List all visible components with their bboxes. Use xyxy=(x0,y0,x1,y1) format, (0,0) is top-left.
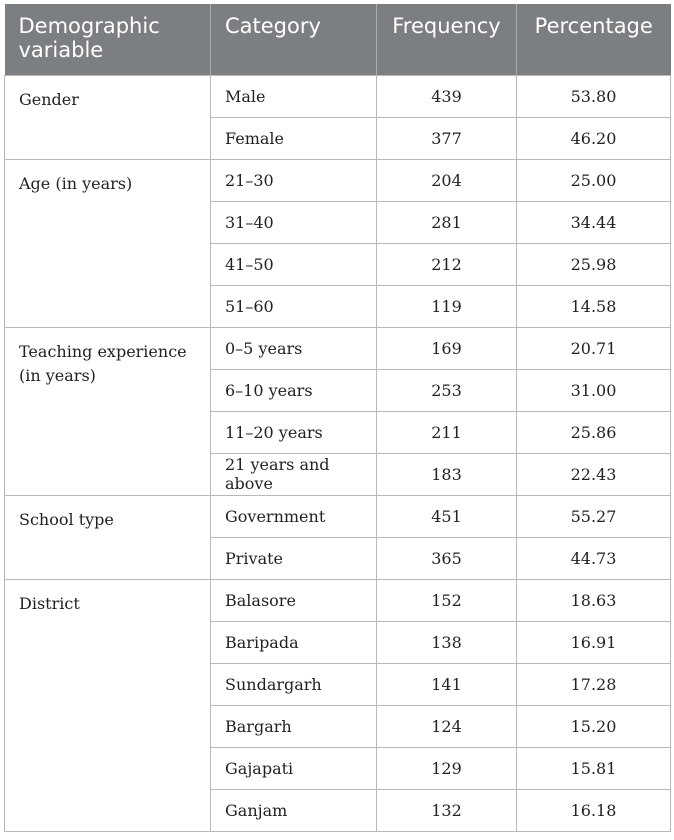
frequency-cell: 132 xyxy=(377,789,517,831)
percentage-cell: 46.20 xyxy=(517,117,671,159)
demographic-variable-cell: Teaching experience (in years) xyxy=(5,327,211,495)
frequency-cell: 439 xyxy=(377,75,517,117)
category-cell: Sundargarh xyxy=(211,663,377,705)
category-cell: 21 years and above xyxy=(211,453,377,495)
percentage-cell: 22.43 xyxy=(517,453,671,495)
category-cell: Male xyxy=(211,75,377,117)
category-cell: Ganjam xyxy=(211,789,377,831)
header-category: Category xyxy=(211,4,377,75)
percentage-cell: 55.27 xyxy=(517,495,671,537)
frequency-cell: 169 xyxy=(377,327,517,369)
category-cell: Government xyxy=(211,495,377,537)
frequency-cell: 281 xyxy=(377,201,517,243)
table-header xyxy=(5,4,671,75)
percentage-cell: 20.71 xyxy=(517,327,671,369)
percentage-cell: 18.63 xyxy=(517,579,671,621)
table-body xyxy=(5,75,671,831)
percentage-cell: 25.98 xyxy=(517,243,671,285)
frequency-cell: 138 xyxy=(377,621,517,663)
percentage-cell: 25.00 xyxy=(517,159,671,201)
header-frequency: Frequency xyxy=(377,4,517,75)
frequency-cell: 119 xyxy=(377,285,517,327)
frequency-cell: 377 xyxy=(377,117,517,159)
frequency-cell: 124 xyxy=(377,705,517,747)
frequency-cell: 365 xyxy=(377,537,517,579)
category-cell: Balasore xyxy=(211,579,377,621)
percentage-cell: 44.73 xyxy=(517,537,671,579)
table-row xyxy=(5,327,671,369)
category-cell: Bargarh xyxy=(211,705,377,747)
percentage-cell: 53.80 xyxy=(517,75,671,117)
category-cell: Female xyxy=(211,117,377,159)
demographics-table xyxy=(4,4,671,832)
percentage-cell: 15.20 xyxy=(517,705,671,747)
demographic-variable-cell: District xyxy=(5,579,211,831)
frequency-cell: 204 xyxy=(377,159,517,201)
percentage-cell: 16.18 xyxy=(517,789,671,831)
header-percentage: Percentage xyxy=(517,4,671,75)
frequency-cell: 129 xyxy=(377,747,517,789)
frequency-cell: 212 xyxy=(377,243,517,285)
header-demographic-variable: Demographic variable xyxy=(5,4,211,75)
frequency-cell: 451 xyxy=(377,495,517,537)
category-cell: 0–5 years xyxy=(211,327,377,369)
category-cell: 6–10 years xyxy=(211,369,377,411)
category-cell: 21–30 xyxy=(211,159,377,201)
percentage-cell: 17.28 xyxy=(517,663,671,705)
frequency-cell: 211 xyxy=(377,411,517,453)
percentage-cell: 16.91 xyxy=(517,621,671,663)
percentage-cell: 25.86 xyxy=(517,411,671,453)
frequency-cell: 152 xyxy=(377,579,517,621)
percentage-cell: 15.81 xyxy=(517,747,671,789)
category-cell: 41–50 xyxy=(211,243,377,285)
category-cell: 31–40 xyxy=(211,201,377,243)
table-row xyxy=(5,75,671,117)
frequency-cell: 253 xyxy=(377,369,517,411)
demographic-variable-cell: Age (in years) xyxy=(5,159,211,327)
frequency-cell: 183 xyxy=(377,453,517,495)
category-cell: 51–60 xyxy=(211,285,377,327)
percentage-cell: 31.00 xyxy=(517,369,671,411)
category-cell: Private xyxy=(211,537,377,579)
category-cell: 11–20 years xyxy=(211,411,377,453)
category-cell: Baripada xyxy=(211,621,377,663)
table-row xyxy=(5,579,671,621)
table-row xyxy=(5,159,671,201)
table-row xyxy=(5,495,671,537)
percentage-cell: 14.58 xyxy=(517,285,671,327)
frequency-cell: 141 xyxy=(377,663,517,705)
category-cell: Gajapati xyxy=(211,747,377,789)
header-row xyxy=(5,4,671,75)
demographic-variable-cell: Gender xyxy=(5,75,211,159)
demographic-variable-cell: School type xyxy=(5,495,211,579)
percentage-cell: 34.44 xyxy=(517,201,671,243)
